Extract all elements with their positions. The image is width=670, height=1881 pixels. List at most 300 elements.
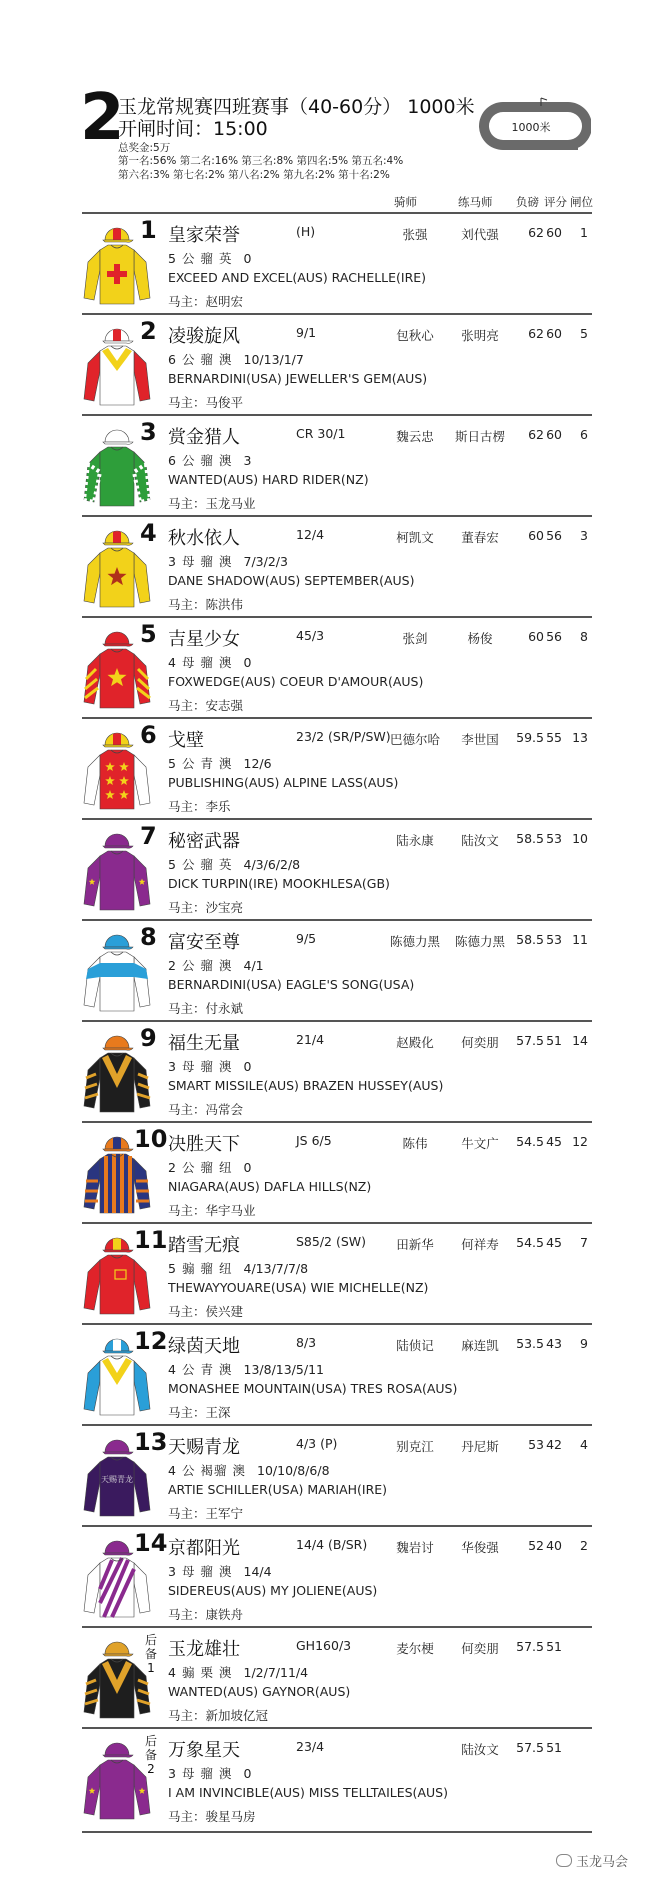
watermark-text: 玉龙马会 [576,1855,629,1870]
runner-number: 8 [140,923,157,951]
horse-name: 秋水依人 [168,528,240,549]
sex: 母 [181,1766,196,1781]
coat-color: 骝 [200,958,214,973]
runner-row [0,1323,670,1424]
runner-row [0,1424,670,1525]
recent-form: 14/4 [243,1564,272,1579]
row-divider [82,212,592,214]
origin: 澳 [218,352,233,367]
recent-form: 4/13/7/7/8 [243,1261,309,1276]
coat-color: 骝 [200,1261,214,1276]
horse-tag: GH160/3 [296,1638,352,1653]
owner: 马主：付永斌 [168,1001,244,1016]
jockey-name: 别克江 [396,1439,434,1454]
col-trainer: 练马师 [458,195,493,209]
runner-row [0,919,670,1020]
horse-tag: 8/3 [296,1335,317,1350]
sex: 公 [181,756,196,771]
recent-form: 1/2/7/11/4 [243,1665,309,1680]
runner-number: 7 [140,822,157,850]
origin: 澳 [218,655,233,670]
runner-row [0,414,670,515]
jockey-name: 魏岩讨 [396,1540,434,1555]
pedigree: DANE SHADOW(AUS) SEPTEMBER(AUS) [168,573,415,588]
recent-form: 7/3/2/3 [243,554,288,569]
weight: 58.5 [516,831,544,846]
horse-tag: CR 30/1 [296,426,346,441]
horse-name: 戈壁 [168,730,204,751]
runner-row [0,1222,670,1323]
recent-form: 4/3/6/2/8 [243,857,301,872]
horse-tag: 14/4 (B/SR) [296,1537,368,1552]
pedigree: I AM INVINCIBLE(AUS) MISS TELLTAILES(AUS) [168,1785,448,1800]
horse-tag: 23/2 (SR/P/SW) [296,729,391,744]
row-divider [82,717,592,719]
weight: 58.5 [516,932,544,947]
origin: 纽 [218,1261,233,1276]
rating: 60 [546,326,562,341]
horse-info [168,1057,256,1075]
runner-number: 10 [134,1125,168,1153]
horse-info [168,249,256,267]
rating: 40 [546,1538,562,1553]
pedigree: SIDEREUS(AUS) MY JOLIENE(AUS) [168,1583,378,1598]
horse-info [168,1259,313,1277]
reserve-number: 后备2 [144,1734,157,1776]
coat-color: 青 [200,1362,214,1377]
horse-name: 玉龙雄壮 [168,1639,240,1660]
pedigree: FOXWEDGE(AUS) COEUR D'AMOUR(AUS) [168,674,424,689]
runner-number: 11 [134,1226,168,1254]
sex: 公 [181,352,196,367]
rating: 60 [546,427,562,442]
sex: 母 [181,1059,196,1074]
draw: 12 [572,1134,588,1149]
row-divider [82,1424,592,1426]
horse-tag: 45/3 [296,628,325,643]
origin: 英 [218,857,233,872]
row-divider [82,818,592,820]
trainer-name: 何奕朋 [461,1641,499,1656]
race-title: 玉龙常规赛四班赛事（40-60分） 1000米 [118,96,475,118]
horse-tag: 4/3 (P) [296,1436,338,1451]
horse-tag: (H) [296,224,316,239]
weight: 60 [528,528,544,543]
sex: 公 [181,958,196,973]
pedigree: BERNARDINI(USA) JEWELLER'S GEM(AUS) [168,371,428,386]
row-divider [82,1626,592,1628]
horse-info [168,653,256,671]
sex: 公 [181,1160,196,1175]
total-prize: 总奖金:5万 [118,142,171,154]
owner: 马主：新加坡亿冠 [168,1708,269,1723]
sex: 母 [181,554,196,569]
owner: 马主：李乐 [168,799,231,814]
pedigree: NIAGARA(AUS) DAFLA HILLS(NZ) [168,1179,372,1194]
recent-form: 3 [243,453,252,468]
weight: 54.5 [516,1235,544,1250]
horse-name: 赏金猎人 [168,427,240,448]
origin: 澳 [218,1059,233,1074]
recent-form: 4/1 [243,958,264,973]
trainer-name: 华俊强 [461,1540,499,1555]
draw: 3 [580,528,588,543]
pedigree: PUBLISHING(AUS) ALPINE LASS(AUS) [168,775,399,790]
age: 3 [168,1564,177,1579]
rating: 53 [546,831,562,846]
runner-row [0,717,670,818]
horse-name: 吉星少女 [168,629,240,650]
weight: 62 [528,427,544,442]
horse-info [168,552,293,570]
trainer-name: 陈德力黑 [454,934,505,949]
coat-color: 栗 [200,1665,214,1680]
recent-form: 12/6 [243,756,272,771]
horse-info [168,1663,313,1681]
owner: 马主：骏星马房 [168,1809,256,1824]
row-divider [82,1323,592,1325]
owner: 马主：沙宝亮 [168,900,244,915]
age: 5 [168,857,177,872]
track-label: 1000米 [511,121,551,134]
row-divider [82,1727,592,1729]
col-jockey: 骑师 [394,195,417,209]
recent-form: 0 [243,251,252,266]
sex: 公 [181,453,196,468]
runner-row [0,818,670,919]
trainer-name: 陆汝文 [461,833,499,848]
jockey-name: 田新华 [396,1237,434,1252]
horse-tag: 21/4 [296,1032,325,1047]
jockey-name: 麦尔梗 [396,1641,434,1656]
weight: 53 [528,1437,544,1452]
runner-row [0,1525,670,1626]
horse-info [168,754,277,772]
pedigree: BERNARDINI(USA) EAGLE'S SONG(USA) [168,977,415,992]
row-divider [82,919,592,921]
recent-form: 0 [243,1160,252,1175]
trainer-name: 牛文广 [461,1136,499,1151]
rating: 51 [546,1740,562,1755]
horse-tag: JS 6/5 [296,1133,332,1148]
age: 5 [168,756,177,771]
sex: 母 [181,655,196,670]
owner: 马主：王军宁 [168,1506,244,1521]
horse-name: 绿茵天地 [168,1336,240,1357]
coat-color: 骝 [200,453,214,468]
runner-row [0,1626,670,1727]
runner-row [0,1020,670,1121]
runner-number: 1 [140,216,157,244]
origin: 澳 [218,1665,233,1680]
recent-form: 10/13/1/7 [243,352,304,367]
origin: 澳 [218,453,233,468]
bottom-divider [82,1831,592,1833]
draw: 13 [572,730,588,745]
recent-form: 0 [243,655,252,670]
runner-number: 14 [134,1529,168,1557]
sex: 公 [181,857,196,872]
origin: 澳 [218,756,233,771]
owner: 马主：陈洪伟 [168,597,244,612]
row-divider [82,1020,592,1022]
age: 4 [168,1362,177,1377]
weight: 53.5 [516,1336,544,1351]
coat-color: 骝 [200,251,214,266]
track-diagram [473,96,591,158]
age: 3 [168,554,177,569]
age: 3 [168,1059,177,1074]
coat-color: 骝 [200,352,214,367]
rating: 60 [546,225,562,240]
age: 6 [168,453,177,468]
origin: 澳 [232,1463,246,1478]
jockey-name: 包秋心 [396,328,434,343]
horse-name: 天赐青龙 [168,1437,240,1458]
pedigree: WANTED(AUS) HARD RIDER(NZ) [168,472,369,487]
prize-split-2: 第六名:3% 第七名:2% 第八名:2% 第九名:2% 第十名:2% [118,169,390,181]
jockey-name: 张剑 [402,631,428,646]
row-divider [82,313,592,315]
jockey-name: 魏云忠 [396,429,434,444]
horse-info [168,451,256,469]
jockey-name: 陈德力黑 [389,934,440,949]
age: 2 [168,958,177,973]
runner-number: 12 [134,1327,168,1355]
pedigree: EXCEED AND EXCEL(AUS) RACHELLE(IRE) [168,270,427,285]
coat-color: 骝 [200,655,214,670]
weight: 52 [528,1538,544,1553]
horse-name: 福生无量 [168,1033,240,1054]
draw: 6 [580,427,588,442]
coat-color: 骝 [200,1564,214,1579]
horse-tag: 9/5 [296,931,317,946]
trainer-name: 张明亮 [461,328,499,343]
trainer-name: 董春宏 [461,530,499,545]
rating: 53 [546,932,562,947]
jockey-name: 陆永康 [396,833,434,848]
horse-name: 皇家荣誉 [168,225,240,246]
runner-row [0,1121,670,1222]
col-draw: 闸位 [570,195,593,209]
trainer-name: 斯日古楞 [454,429,505,444]
weight: 54.5 [516,1134,544,1149]
trainer-name: 陆汝文 [461,1742,499,1757]
trainer-name: 刘代强 [461,227,499,242]
owner: 马主：侯兴建 [168,1304,244,1319]
origin: 澳 [218,554,233,569]
runner-number: 9 [140,1024,157,1052]
trainer-name: 杨俊 [467,631,493,646]
rating: 51 [546,1033,562,1048]
draw: 2 [580,1538,588,1553]
draw: 7 [580,1235,588,1250]
trainer-name: 何奕朋 [461,1035,499,1050]
weight: 57.5 [516,1740,544,1755]
runner-row [0,212,670,313]
recent-form: 13/8/13/5/11 [243,1362,324,1377]
age: 4 [168,1665,177,1680]
runner-row [0,1727,670,1828]
draw: 9 [580,1336,588,1351]
horse-info [168,1360,329,1378]
jockey-name: 张强 [402,227,428,242]
horse-info [168,1461,335,1479]
coat-color: 骝 [200,1766,214,1781]
draw: 14 [572,1033,588,1048]
runner-number: 5 [140,620,157,648]
sex: 骟 [181,1665,196,1680]
jockey-name: 柯凯文 [396,530,434,545]
runner-number: 3 [140,418,157,446]
recent-form: 0 [243,1766,252,1781]
age: 3 [168,1766,177,1781]
age: 4 [168,655,177,670]
owner: 马主：康铁舟 [168,1607,244,1622]
rating: 43 [546,1336,562,1351]
jockey-name: 巴德尔哈 [389,732,440,747]
origin: 澳 [218,1766,233,1781]
owner: 马主：玉龙马业 [168,496,256,511]
runner-number: 6 [140,721,157,749]
draw: 1 [580,225,588,240]
pedigree: SMART MISSILE(AUS) BRAZEN HUSSEY(AUS) [168,1078,444,1093]
row-divider [82,616,592,618]
horse-info [168,1764,256,1782]
age: 2 [168,1160,177,1175]
draw: 8 [580,629,588,644]
row-divider [82,515,592,517]
sex: 公 [181,251,196,266]
watermark [556,1851,628,1870]
origin: 英 [218,251,233,266]
owner: 马主：马俊平 [168,395,244,410]
row-divider [82,1121,592,1123]
weight: 62 [528,326,544,341]
rating: 56 [546,629,562,644]
horse-info [168,855,305,873]
runner-number: 13 [134,1428,168,1456]
col-weight: 负磅 [516,195,539,209]
trainer-name: 何祥寿 [461,1237,499,1252]
origin: 澳 [218,1564,233,1579]
draw: 10 [572,831,588,846]
runner-row [0,313,670,414]
horse-name: 秘密武器 [168,831,240,852]
weight: 60 [528,629,544,644]
owner: 马主：赵明宏 [168,294,244,309]
horse-tag: 9/1 [296,325,317,340]
draw: 5 [580,326,588,341]
owner: 马主：冯常会 [168,1102,244,1117]
origin: 澳 [218,958,233,973]
recent-form: 0 [243,1059,252,1074]
horse-name: 凌骏旋风 [168,326,240,347]
coat-color: 青 [200,756,214,771]
coat-color: 褐骝 [200,1463,228,1478]
pedigree: WANTED(AUS) GAYNOR(AUS) [168,1684,351,1699]
horse-name: 富安至尊 [168,932,240,953]
wechat-icon [556,1854,572,1867]
jockey-name: 赵殿化 [396,1035,434,1050]
origin: 纽 [218,1160,233,1175]
weight: 59.5 [516,730,544,745]
row-divider [82,414,592,416]
pedigree: MONASHEE MOUNTAIN(USA) TRES ROSA(AUS) [168,1381,458,1396]
horse-name: 万象星天 [168,1740,240,1761]
horse-name: 京都阳光 [168,1538,240,1559]
age: 5 [168,251,177,266]
coat-color: 骝 [200,554,214,569]
sex: 公 [181,1362,196,1377]
horse-name: 踏雪无痕 [168,1235,240,1256]
sex: 公 [181,1463,196,1478]
pedigree: ARTIE SCHILLER(USA) MARIAH(IRE) [168,1482,388,1497]
age: 6 [168,352,177,367]
recent-form: 10/10/8/6/8 [257,1463,330,1478]
rating: 56 [546,528,562,543]
coat-color: 骝 [200,1160,214,1175]
reserve-number: 后备1 [144,1633,157,1675]
runner-row [0,515,670,616]
pedigree: THEWAYYOUARE(USA) WIE MICHELLE(NZ) [168,1280,429,1295]
runner-row [0,616,670,717]
pedigree: DICK TURPIN(IRE) MOOKHLESA(GB) [168,876,390,891]
runner-number: 4 [140,519,157,547]
horse-tag: 23/4 [296,1739,325,1754]
rating: 42 [546,1437,562,1452]
col-rating: 评分 [544,195,567,209]
jockey-name: 陆侦记 [396,1338,434,1353]
horse-tag: S85/2 (SW) [296,1234,367,1249]
trainer-name: 李世国 [461,732,499,747]
sex: 母 [181,1564,196,1579]
rating: 45 [546,1134,562,1149]
draw: 11 [572,932,588,947]
horse-info [168,350,309,368]
jockey-name: 陈伟 [402,1136,428,1151]
coat-color: 骝 [200,1059,214,1074]
prize-split-1: 第一名:56% 第二名:16% 第三名:8% 第四名:5% 第五名:4% [118,155,404,167]
horse-tag: 12/4 [296,527,325,542]
horse-name: 决胜天下 [168,1134,240,1155]
rating: 51 [546,1639,562,1654]
weight: 57.5 [516,1639,544,1654]
owner: 马主：华宇马业 [168,1203,256,1218]
rating: 45 [546,1235,562,1250]
sex: 骟 [181,1261,196,1276]
svg-text:天赐青龙: 天赐青龙 [101,1475,133,1484]
row-divider [82,1222,592,1224]
weight: 57.5 [516,1033,544,1048]
runner-number: 2 [140,317,157,345]
age: 5 [168,1261,177,1276]
trainer-name: 麻连凯 [461,1338,499,1353]
owner: 马主：王深 [168,1405,231,1420]
horse-info [168,1562,277,1580]
row-divider [82,1525,592,1527]
weight: 62 [528,225,544,240]
rating: 55 [546,730,562,745]
start-time: 开闸时间：15:00 [118,118,268,140]
horse-info [168,1158,256,1176]
owner: 马主：安志强 [168,698,244,713]
race-number: 2 [80,81,125,155]
draw: 4 [580,1437,588,1452]
age: 4 [168,1463,177,1478]
trainer-name: 丹尼斯 [461,1439,499,1454]
coat-color: 骝 [200,857,214,872]
